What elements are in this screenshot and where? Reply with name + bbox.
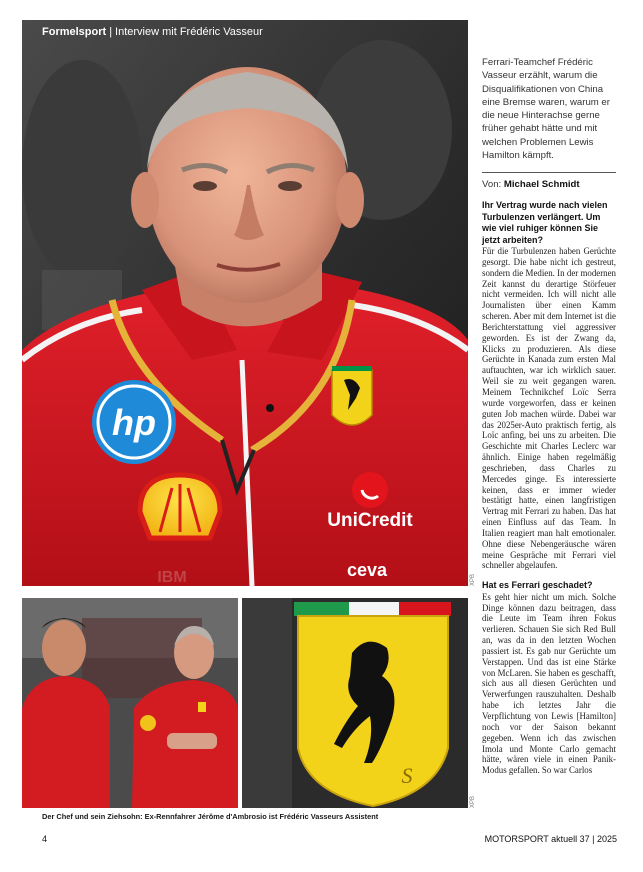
svg-text:S: S: [401, 763, 413, 788]
svg-text:hp: hp: [112, 402, 156, 443]
interview-answer: [482, 592, 616, 776]
portrait-illustration: [22, 20, 468, 586]
byline-author: Michael Schmidt: [503, 179, 580, 191]
interview-question: Ihr Vertrag wurde nach vielen Turbulenzen verlängert. Um wie viel ruhiger können Sie jetzt arbeiten?: [482, 200, 608, 245]
duo-illustration: [22, 598, 238, 808]
photo-caption: Der Chef und sein Ziehsohn: Ex-Rennfahrer Jérôme d'Ambrosio ist Frédéric Vasseurs Assistent: [42, 812, 379, 821]
interview-answer: [482, 246, 616, 571]
photo-ferrari-shield: [242, 598, 468, 808]
article-intro: Ferrari-Teamchef Frédéric Vasseur erzählt, warum die Disqualifikationen von China eine Bremse waren, warum er die neue Hinterachse gerne früher gehabt hätte und mit welchen Problemen Lewis Hamilton kämpft.: [482, 57, 610, 162]
publication-footer: MOTORSPORT aktuell 37 | 2025: [484, 834, 617, 844]
ceva-logo: ceva: [346, 560, 388, 580]
section-name: Formelsport: [42, 26, 107, 38]
photo-vasseur-dambrosio: [22, 598, 238, 808]
interview-question: Hat es Ferrari geschadet?: [482, 580, 593, 591]
svg-text:UniCredit: UniCredit: [327, 510, 413, 531]
main-photo-vasseur: [22, 20, 468, 586]
shield-illustration: [242, 598, 468, 808]
svg-text:IBM: IBM: [157, 569, 187, 586]
section-kicker: [42, 26, 263, 38]
page-number: 4: [42, 834, 48, 844]
interview-answer-text: Für die Turbulenzen haben Gerüchte gesorgt. Die habe nicht ich gestreut, sondern die Medien. In der modernen Zeit kannst du derartige Störfeuer nicht vermeiden. Ich will nicht alle Journalisten über einen Kamm scheren. Aber mit dem Internet ist die Berichterstattung viel aggressiver geworden. Es ist der Zwang da, Klicks zu produzieren. Als diese Gerüchte in Kanada zum ersten Mal auftauchten, war ich wirklich sauer. Weil sie zu weit gegangen waren. Meinem Technikchef Loïc Serra wurde vorgeworfen, dass er keinen guten Job machen würde. Dabei war das 2025er-Auto praktisch fertig, als Loïc anfing, bei uns zu arbeiten. Die Geschichte mit Charles Leclerc war ähnlich. Einige haben regelmäßig geschrieben, dass Charles zu Mercedes ginge. Es interessierte keinen, dass er immer wieder bestätigt hatte, einen langfristigen Vertrag mit Ferrari zu haben. Das hat einen Einfluss auf das Team. In Italien reagiert man halt emotionaler. Ohne diese Nebengeräusche wären meine Gespräche mit Ferrari viel schneller abgelaufen.: [482, 246, 616, 571]
unicredit-logo: [352, 472, 388, 508]
kicker-separator: |: [109, 26, 113, 38]
interview-answer-text: Es geht hier nicht um mich. Solche Dinge können dazu beitragen, dass die Leute im Team ihren Fokus verlieren. Schauen Sie sich Red Bull an, was da in den letzten Wochen passiert ist. Es gab nur Gerüchte um Verstappen. Und das ist eine Stärke von McLaren. Sie haben es geschafft, sich aus all diesen Gerüchten und Verwerfungen rauszuhalten. Deshalb habe ich letztes Jahr die Verpflichtung von Lewis [Hamilton] noch vor der Saison bekannt gegeben. Wenn ich das zwischen Imola und Monte Carlo gemacht hätte, wären viele in einen Panik-Modus gefallen. So war Carlos: [482, 591, 616, 776]
photo-credit-main: XPB: [470, 573, 476, 586]
section-topic: Interview mit Frédéric Vasseur: [115, 26, 263, 38]
article-column: [482, 56, 616, 776]
byline-prefix: Von:: [482, 179, 502, 191]
photo-credit-lower: XPB: [470, 795, 476, 808]
intro-divider: [482, 172, 616, 173]
byline: [482, 179, 616, 190]
